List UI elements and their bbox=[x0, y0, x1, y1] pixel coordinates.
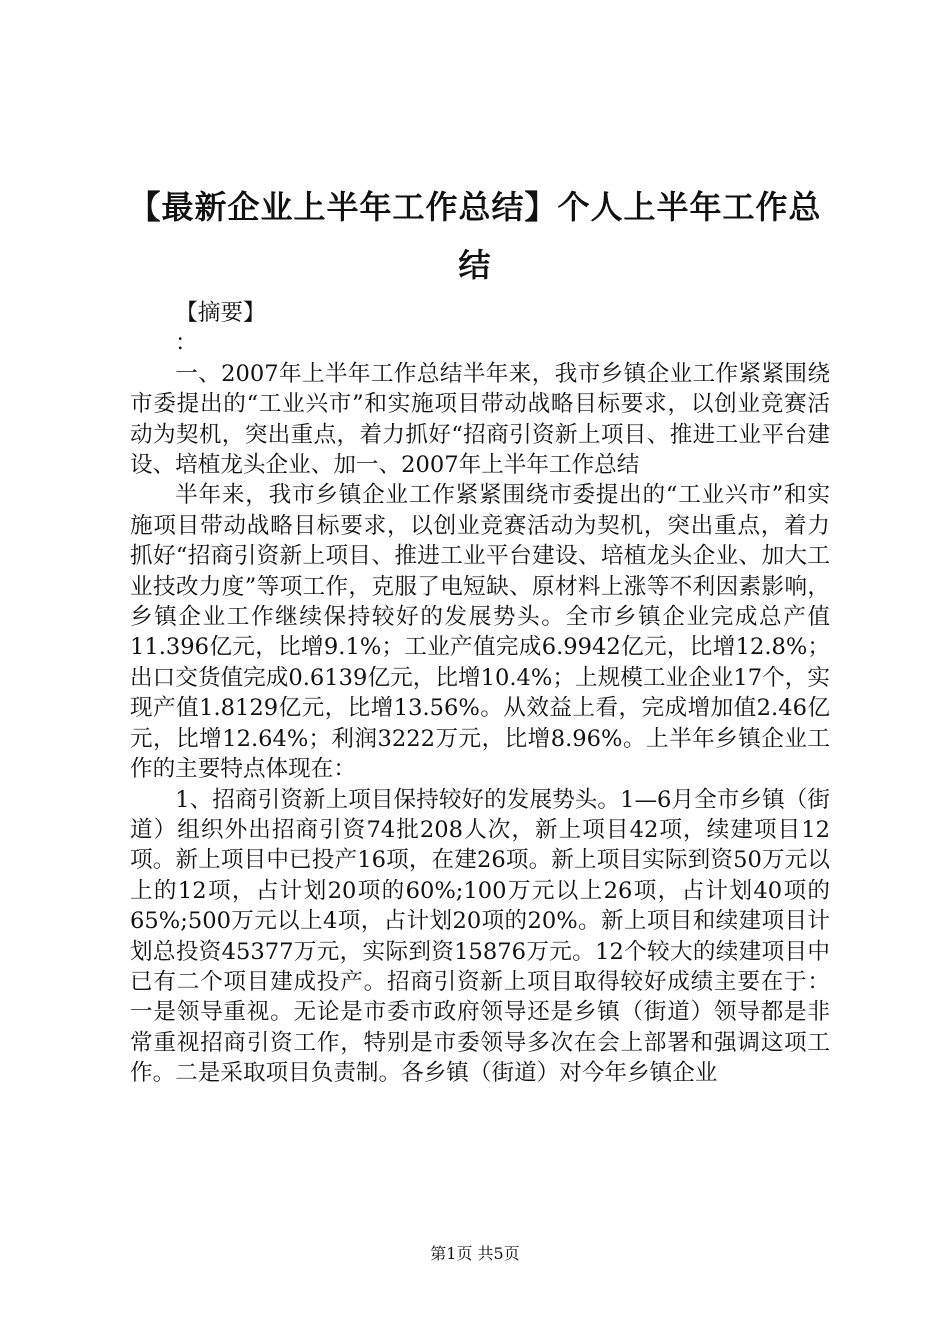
abstract-label: 【摘要】 bbox=[175, 300, 266, 326]
abstract-colon: ： bbox=[175, 330, 198, 357]
document-title: 【最新企业上半年工作总结】个人上半年工作总结 bbox=[128, 188, 822, 284]
paragraph-1: 一、2007年上半年工作总结半年来，我市乡镇企业工作紧紧围绕市委提出的“工业兴市”和实施项目带动战略目标要求，以创业竞赛活动为契机，突出重点，着力抓好“招商引资新上项目、推进工业平台建设、培植龙头企业、加一、2007年上半年工作总结 bbox=[130, 360, 830, 479]
page-footer: 第1页 共5页 bbox=[430, 1244, 520, 1263]
paragraph-2: 半年来，我市乡镇企业工作紧紧围绕市委提出的“工业兴市”和实施项目带动战略目标要求，以创业竞赛活动为契机，突出重点，着力抓好“招商引资新上项目、推进工业平台建设、培植龙头企业、加大工业技改力度”等项工作，克服了电短缺、原材料上涨等不利因素影响，乡镇企业工作继续保持较好的发展势头。全市乡镇企业完成总产值11.396亿元，比增9.1%；工业产值完成6.9942亿元，比增12.8%；出口交货值完成0.6139亿元，比增10.4%；上规模工业企业17个，实现产值1.8129亿元，比增13.56%。从效益上看，完成增加值2.46亿元，比增12.64%；利润3222万元，比增8.96%。上半年乡镇企业工作的主要特点体现在： bbox=[130, 482, 830, 783]
document-body bbox=[130, 298, 830, 1089]
paragraph-3: 1、招商引资新上项目保持较好的发展势头。1—6月全市乡镇（街道）组织外出招商引资74批208人次，新上项目42项，续建项目12项。新上项目中已投产16项，在建26项。新上项目实际到资50万元以上的12项，占计划20项的60%;100万元以上26项，占计划40项的65%;500万元以上4项，占计划20项的20%。新上项目和续建项目计划总投资45377万元，实际到资15876万元。12个较大的续建项目中已有二个项目建成投产。招商引资新上项目取得较好成绩主要在于：一是领导重视。无论是市委市政府领导还是乡镇（街道）领导都是非常重视招商引资工作，特别是市委领导多次在会上部署和强调这项工作。二是采取项目负责制。各乡镇（街道）对今年乡镇企业 bbox=[130, 786, 830, 1087]
